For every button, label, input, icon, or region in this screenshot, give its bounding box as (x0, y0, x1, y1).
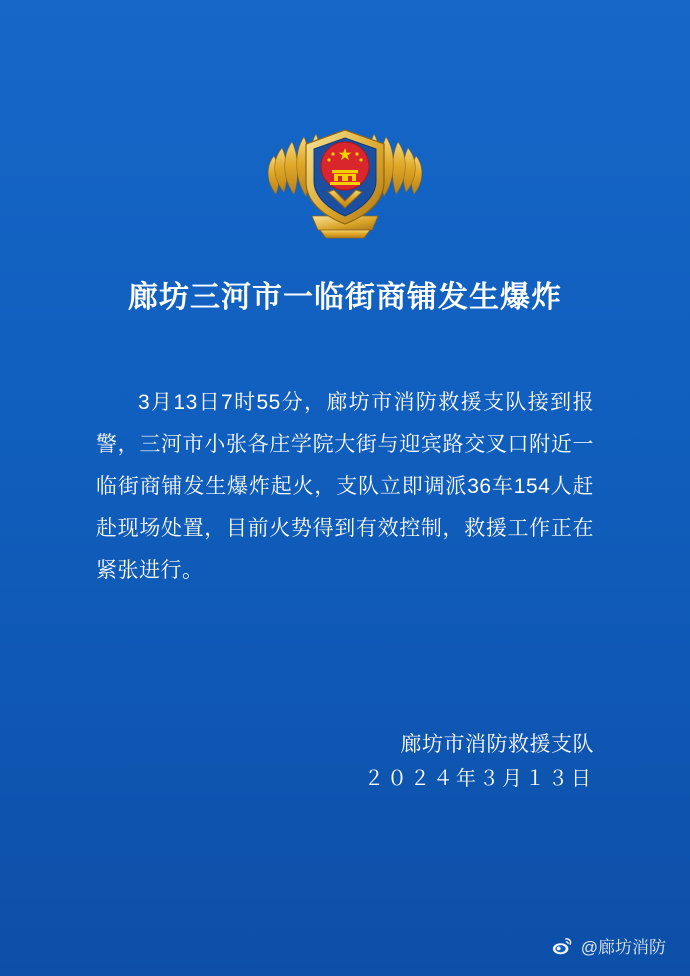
emblem-container (0, 104, 690, 244)
signature-organization: 廊坊市消防救援支队 (400, 733, 594, 756)
weibo-watermark (551, 933, 666, 958)
announcement-body: 3月13日7时55分，廊坊市消防救援支队接到报警，三河市小张各庄学院大街与迎宾路交叉口附近一临街商铺发生爆炸起火，支队立即调派36车154人赶赴现场处置，目前火势得到有效控制，救援工作正在紧张进行。 (96, 391, 594, 582)
weibo-icon (551, 935, 573, 957)
page-title: 廊坊三河市一临街商铺发生爆炸 (128, 281, 562, 314)
signature-block (0, 728, 594, 796)
weibo-account: @廊坊消防 (580, 938, 666, 957)
fire-rescue-emblem (260, 104, 430, 244)
signature-date: ２０２４年３月１３日 (364, 768, 594, 790)
